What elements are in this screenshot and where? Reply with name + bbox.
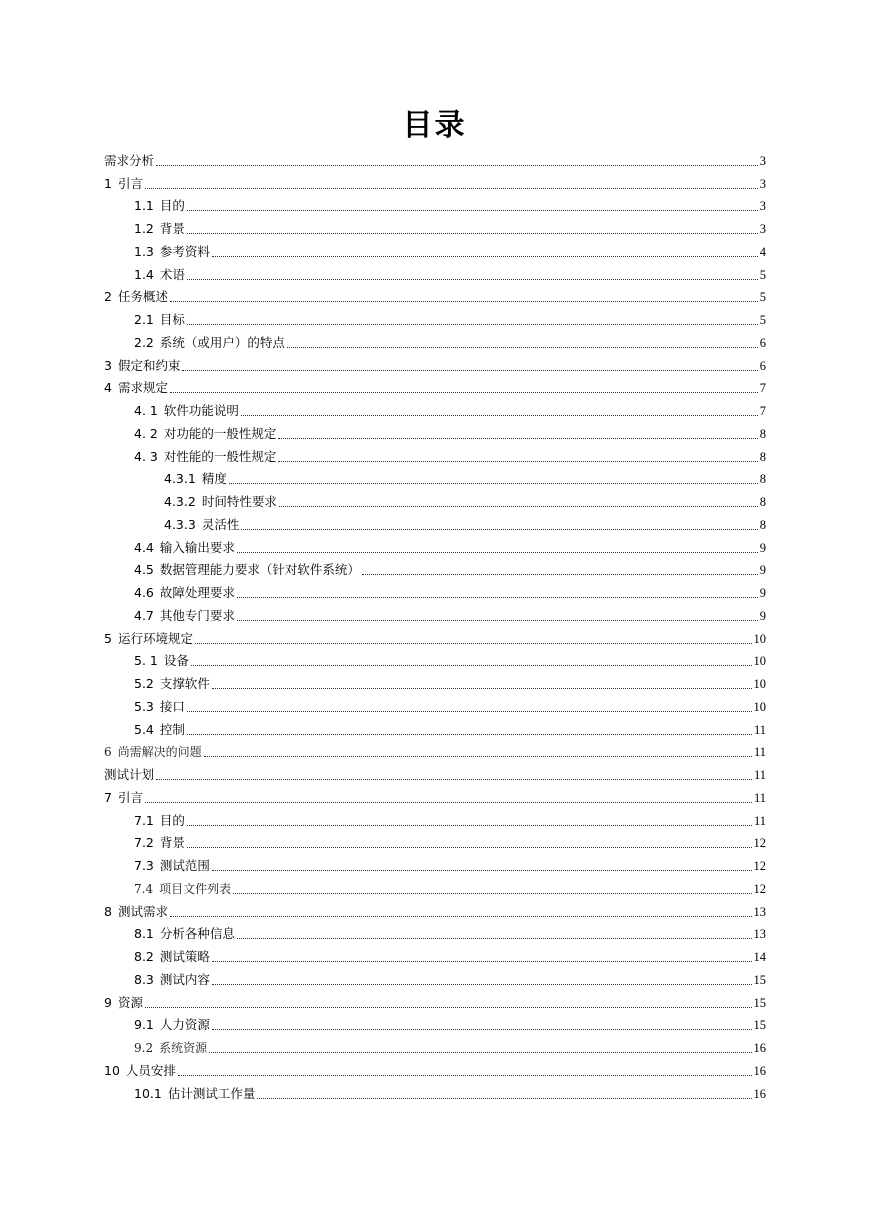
toc-entry[interactable] (104, 785, 766, 808)
toc-dot-leader (212, 983, 752, 985)
toc-dot-leader (241, 528, 757, 530)
toc-entry[interactable] (104, 671, 766, 694)
toc-entry-page-number: 16 (753, 1063, 766, 1078)
toc-entry-page-number: 9 (759, 586, 766, 600)
toc-entry-label (134, 699, 185, 715)
toc-entry[interactable] (104, 239, 766, 262)
toc-entry[interactable] (104, 489, 766, 512)
toc-entry-label (134, 449, 276, 465)
toc-entry-text: 故障处理要求 (159, 585, 235, 600)
toc-entry-number: 7.1 (134, 812, 154, 828)
toc-dot-leader (145, 801, 752, 803)
toc-entry[interactable] (104, 148, 766, 171)
toc-entry-label (104, 995, 143, 1011)
toc-entry-number: 9.1 (134, 1017, 154, 1033)
toc-dot-leader (241, 414, 758, 416)
toc-entry-page-number: 7 (759, 381, 766, 396)
toc-entry-page-number: 11 (753, 813, 766, 828)
toc-entry-number: 4.3.2 (164, 494, 196, 509)
toc-entry-label (104, 176, 143, 192)
toc-entry-label (134, 858, 210, 874)
toc-dot-leader (237, 551, 758, 553)
toc-entry-page-number: 7 (759, 404, 766, 418)
toc-entry[interactable] (104, 603, 766, 626)
toc-entry-text: 尚需解决的问题 (117, 745, 202, 760)
toc-entry-label (134, 221, 185, 237)
toc-entry-number: 4.5 (134, 562, 154, 578)
toc-entry[interactable] (104, 1013, 766, 1036)
toc-dot-leader (233, 892, 751, 894)
toc-entry-number: 1.3 (134, 243, 154, 259)
toc-dot-leader (237, 937, 752, 939)
toc-dot-leader (156, 164, 758, 166)
toc-dot-leader (278, 437, 757, 439)
toc-entry-text: 输入输出要求 (159, 539, 235, 555)
toc-entry-text: 目的 (159, 812, 185, 828)
toc-dot-leader (170, 391, 758, 393)
toc-dot-leader (257, 1097, 751, 1099)
toc-dot-leader (170, 300, 758, 302)
toc-entry-page-number: 6 (759, 335, 766, 350)
toc-dot-leader (187, 323, 758, 325)
toc-entry-number: 4 (104, 380, 112, 396)
toc-entry-text: 时间特性要求 (201, 494, 277, 509)
toc-entry-number: 4.3.3 (164, 516, 196, 532)
toc-entry-number: 2.1 (134, 312, 154, 327)
toc-entry-text: 测试范围 (159, 858, 210, 873)
toc-entry-label (134, 267, 185, 283)
toc-entry-label (104, 153, 154, 169)
toc-entry[interactable] (104, 307, 766, 330)
toc-entry-label (134, 540, 235, 556)
toc-entry[interactable] (104, 421, 766, 444)
toc-entry-page-number: 3 (759, 199, 766, 214)
toc-entry-text: 人力资源 (159, 1017, 210, 1033)
toc-entry[interactable] (104, 717, 766, 740)
toc-entry-text: 软件功能说明 (163, 403, 239, 418)
toc-entry-page-number: 11 (753, 745, 766, 760)
toc-entry-text: 人员安排 (125, 1062, 176, 1078)
toc-entry[interactable] (104, 171, 766, 194)
toc-entry-label (104, 904, 168, 920)
toc-entry[interactable] (104, 808, 766, 831)
toc-entry-text: 设备 (163, 653, 189, 669)
toc-entry-label (134, 676, 210, 692)
toc-entry-text: 支撑软件 (159, 676, 210, 691)
toc-entry-page-number: 15 (753, 995, 766, 1010)
toc-entry-text: 测试策略 (159, 949, 210, 964)
toc-entry-page-number: 8 (759, 495, 766, 509)
toc-entry-number: 8.1 (134, 926, 154, 942)
toc-entry-page-number: 6 (759, 358, 766, 373)
toc-entry-text: 引言 (117, 789, 143, 805)
toc-entry-number: 9.2 (134, 1041, 154, 1055)
toc-entry-number: 6 (104, 745, 112, 760)
toc-entry-page-number: 5 (759, 290, 766, 305)
toc-entry-text: 接口 (159, 698, 185, 714)
toc-entry-page-number: 5 (759, 267, 766, 282)
toc-entry[interactable] (104, 944, 766, 967)
toc-entry-number: 7 (104, 789, 112, 805)
toc-entry[interactable] (104, 626, 766, 649)
toc-entry[interactable] (104, 535, 766, 558)
toc-entry-page-number: 16 (753, 1041, 766, 1055)
toc-entry-page-number: 13 (753, 904, 766, 919)
toc-dot-leader (191, 664, 752, 666)
toc-entry-number: 1.4 (134, 266, 154, 282)
toc-entry-text: 灵活性 (201, 516, 240, 532)
toc-entry[interactable] (104, 353, 766, 376)
toc-entry-label (134, 881, 231, 897)
toc-list (104, 148, 766, 1104)
toc-entry[interactable] (104, 694, 766, 717)
toc-entry-text: 精度 (201, 471, 227, 487)
toc-entry-number: 7.2 (134, 835, 154, 851)
toc-entry[interactable] (104, 1035, 766, 1058)
toc-entry-number: 4.7 (134, 607, 154, 623)
toc-entry-text: 控制 (159, 721, 185, 737)
toc-entry-label (134, 426, 276, 442)
toc-entry[interactable] (104, 853, 766, 876)
toc-entry-number: 10 (104, 1062, 120, 1078)
toc-dot-leader (182, 369, 757, 371)
toc-dot-leader (178, 1074, 752, 1076)
toc-entry[interactable] (104, 467, 766, 490)
toc-dot-leader (204, 755, 752, 757)
toc-entry-page-number: 15 (753, 972, 766, 987)
toc-entry-number: 4.6 (134, 585, 154, 600)
toc-dot-leader (187, 733, 752, 735)
toc-title: 目录 (402, 108, 467, 143)
toc-entry-text: 假定和约束 (117, 357, 181, 373)
toc-entry-label (104, 767, 154, 783)
toc-entry-page-number: 9 (759, 563, 766, 578)
toc-entry-label (164, 517, 239, 533)
toc-entry[interactable] (104, 649, 766, 672)
toc-dot-leader (279, 505, 758, 507)
toc-entry-page-number: 11 (753, 722, 766, 737)
toc-entry-page-number: 3 (759, 176, 766, 191)
toc-entry-page-number: 12 (753, 859, 766, 873)
toc-entry-label (104, 790, 143, 806)
toc-entry-label (104, 358, 180, 374)
toc-entry[interactable] (104, 330, 766, 353)
toc-dot-leader (187, 232, 758, 234)
toc-entry-page-number: 10 (753, 699, 766, 714)
toc-entry-label (134, 722, 185, 738)
toc-entry-page-number: 16 (753, 1086, 766, 1101)
toc-entry-page-number: 9 (759, 608, 766, 623)
toc-entry-text: 项目文件列表 (159, 881, 232, 896)
toc-entry[interactable] (104, 1058, 766, 1081)
toc-dot-leader (212, 869, 752, 871)
toc-entry[interactable] (104, 1081, 766, 1104)
toc-entry-page-number: 11 (753, 790, 766, 805)
toc-entry-label (104, 289, 168, 305)
toc-dot-leader (145, 187, 758, 189)
toc-entry-page-number: 3 (759, 222, 766, 236)
toc-entry[interactable] (104, 740, 766, 763)
toc-entry-label (164, 494, 277, 510)
toc-dot-leader (212, 687, 752, 689)
toc-entry-label (134, 835, 185, 851)
toc-entry[interactable] (104, 899, 766, 922)
toc-dot-leader (278, 460, 757, 462)
toc-entry-page-number: 8 (759, 449, 766, 464)
toc-entry-page-number: 10 (753, 677, 766, 691)
toc-entry[interactable] (104, 990, 766, 1013)
toc-entry-label (134, 949, 210, 965)
toc-entry-number: 4. 2 (134, 425, 158, 441)
toc-entry-number: 8 (104, 903, 112, 919)
toc-entry-text: 系统（或用户）的特点 (159, 334, 285, 350)
toc-dot-leader (170, 915, 752, 917)
toc-entry[interactable] (104, 216, 766, 239)
toc-entry-page-number: 10 (753, 631, 766, 646)
toc-entry-label (134, 585, 235, 601)
toc-entry[interactable] (104, 194, 766, 217)
toc-dot-leader (229, 482, 758, 484)
toc-entry[interactable] (104, 512, 766, 535)
toc-dot-leader (195, 642, 752, 644)
toc-entry-page-number: 13 (753, 927, 766, 942)
toc-entry-text: 任务概述 (117, 289, 168, 305)
toc-entry-label (104, 380, 168, 396)
toc-dot-leader (187, 710, 752, 712)
toc-entry-text: 背景 (159, 835, 185, 851)
toc-entry[interactable] (104, 398, 766, 421)
toc-dot-leader (237, 619, 758, 621)
toc-entry-label (104, 631, 193, 647)
toc-entry-number: 5.3 (134, 698, 154, 714)
toc-dot-leader (287, 346, 758, 348)
toc-entry-text: 资源 (117, 994, 143, 1010)
toc-entry-number: 5.4 (134, 721, 154, 737)
toc-entry-text: 系统资源 (159, 1041, 208, 1055)
toc-entry-page-number: 15 (753, 1018, 766, 1033)
toc-entry-number: 5. 1 (134, 653, 158, 669)
toc-entry[interactable] (104, 262, 766, 285)
toc-dot-leader (187, 824, 752, 826)
toc-entry-number: 10.1 (134, 1085, 162, 1101)
toc-dot-leader (187, 846, 752, 848)
toc-entry-label (134, 1017, 210, 1033)
toc-entry[interactable] (104, 580, 766, 603)
toc-entry-number: 8.2 (134, 949, 154, 964)
toc-entry-page-number: 10 (753, 654, 766, 669)
toc-entry-page-number: 14 (753, 950, 766, 964)
toc-entry-number: 3 (104, 357, 112, 373)
toc-entry-label (134, 1040, 207, 1056)
toc-dot-leader (209, 1051, 751, 1053)
toc-entry-number: 1 (104, 175, 112, 191)
toc-entry-label (134, 1086, 255, 1102)
toc-entry-page-number: 8 (759, 426, 766, 441)
toc-entry-page-number: 11 (753, 768, 766, 782)
toc-entry[interactable] (104, 376, 766, 399)
toc-entry-number: 1.1 (134, 198, 154, 214)
toc-entry-text: 其他专门要求 (159, 607, 235, 623)
toc-entry-number: 5 (104, 630, 112, 646)
toc-entry-number: 4.3.1 (164, 471, 196, 487)
toc-entry-text: 目标 (159, 312, 185, 327)
toc-entry-label (134, 926, 235, 942)
toc-entry-text: 目的 (159, 198, 185, 214)
toc-dot-leader (237, 596, 758, 598)
toc-entry-text: 运行环境规定 (117, 630, 193, 646)
toc-entry-label (134, 813, 185, 829)
toc-entry[interactable] (104, 967, 766, 990)
toc-entry-page-number: 4 (759, 244, 766, 259)
toc-entry-text: 对性能的一般性规定 (163, 448, 277, 464)
toc-entry[interactable] (104, 831, 766, 854)
toc-entry-label (134, 653, 189, 669)
toc-entry-number: 9 (104, 994, 112, 1010)
toc-dot-leader (212, 1028, 752, 1030)
toc-entry-number: 2 (104, 289, 112, 305)
toc-entry-number: 4. 1 (134, 403, 158, 418)
toc-entry[interactable] (104, 285, 766, 308)
toc-entry-label (134, 562, 360, 578)
toc-entry-text: 背景 (159, 221, 185, 236)
toc-entry-number: 8.3 (134, 971, 154, 987)
toc-entry-label (134, 403, 239, 419)
toc-entry-text: 引言 (117, 175, 143, 191)
toc-entry-page-number: 8 (759, 472, 766, 487)
toc-dot-leader (187, 209, 758, 211)
toc-entry-label (134, 312, 185, 328)
toc-entry-label (134, 244, 210, 260)
toc-entry-text: 术语 (159, 266, 185, 282)
toc-entry-page-number: 12 (753, 836, 766, 851)
toc-entry[interactable] (104, 762, 766, 785)
toc-entry-text: 参考资料 (159, 243, 210, 259)
toc-dot-leader (145, 1006, 752, 1008)
toc-entry-label (104, 1063, 176, 1079)
toc-entry-text: 需求分析 (104, 152, 155, 168)
toc-entry-page-number: 9 (759, 540, 766, 555)
toc-dot-leader (212, 255, 758, 257)
toc-entry-text: 估计测试工作量 (167, 1085, 256, 1101)
toc-entry-text: 对功能的一般性规定 (163, 425, 277, 441)
toc-entry-label (134, 972, 210, 988)
toc-entry-text: 分析各种信息 (159, 926, 235, 942)
toc-entry-label (134, 335, 285, 351)
toc-dot-leader (362, 573, 758, 575)
toc-entry-number: 5.2 (134, 676, 154, 691)
toc-entry-number: 4. 3 (134, 448, 158, 464)
toc-entry-label (134, 608, 235, 624)
toc-entry-label (104, 744, 202, 760)
toc-entry-text: 需求规定 (117, 380, 168, 396)
toc-entry[interactable] (104, 876, 766, 899)
toc-entry-label (134, 198, 185, 214)
toc-entry-page-number: 3 (759, 153, 766, 168)
toc-entry-number: 7.4 (134, 881, 154, 896)
toc-entry-number: 4.4 (134, 539, 154, 555)
toc-entry[interactable] (104, 444, 766, 467)
toc-entry-label (164, 471, 227, 487)
toc-entry-number: 1.2 (134, 221, 154, 236)
toc-entry[interactable] (104, 922, 766, 945)
toc-entry-text: 数据管理能力要求（针对软件系统） (159, 562, 360, 578)
toc-entry-page-number: 8 (759, 517, 766, 532)
toc-entry-number: 2.2 (134, 334, 154, 350)
toc-dot-leader (156, 778, 752, 780)
toc-entry-number: 7.3 (134, 858, 154, 873)
toc-entry-text: 测试计划 (104, 767, 155, 782)
toc-entry-text: 测试需求 (117, 903, 168, 919)
toc-entry-page-number: 5 (759, 313, 766, 327)
toc-entry-page-number: 12 (753, 881, 766, 896)
toc-entry[interactable] (104, 558, 766, 581)
toc-entry-text: 测试内容 (159, 971, 210, 987)
toc-dot-leader (187, 278, 758, 280)
toc-dot-leader (212, 960, 752, 962)
